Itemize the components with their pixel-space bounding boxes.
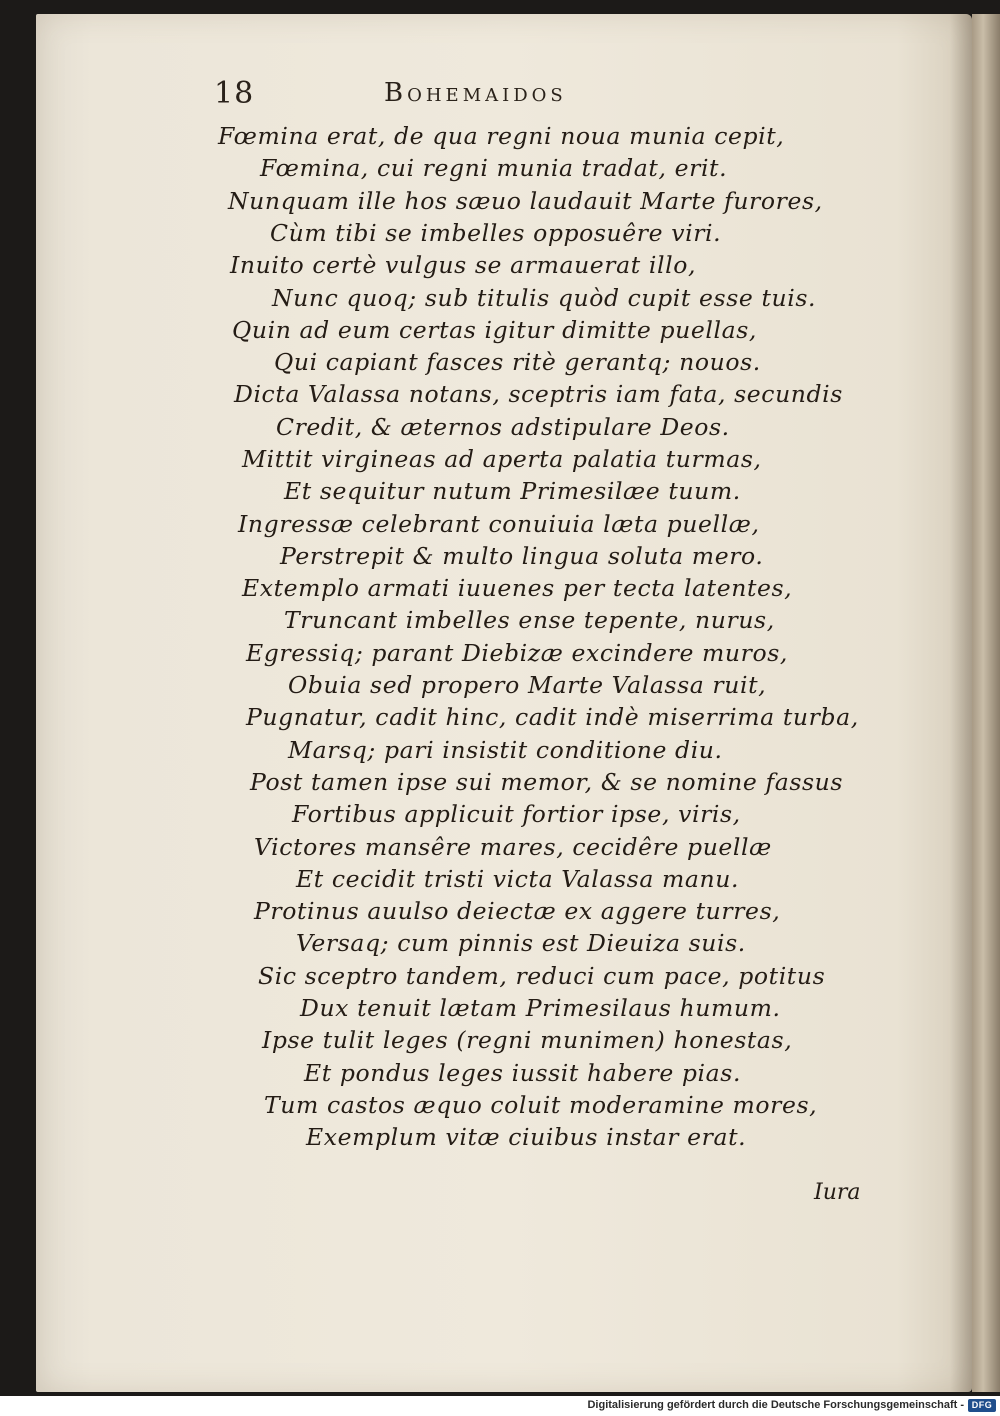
poem-line: Et cecidit tristi victa Valassa manu. xyxy=(296,865,740,893)
funding-note: Digitalisierung gefördert durch die Deutsche Forschungsgemeinschaft - xyxy=(587,1399,964,1411)
poem-line: Victores mansêre mares, cecidêre puellæ xyxy=(254,833,772,861)
poem-line: Et sequitur nutum Primesilæe tuum. xyxy=(284,477,741,505)
poem-line: Cùm tibi se imbelles opposuêre viri. xyxy=(270,219,722,247)
poem-line: Extemplo armati iuuenes per tecta latentes, xyxy=(242,574,793,602)
poem-line: Quin ad eum certas igitur dimitte puellas, xyxy=(232,316,757,344)
poem-line: Fœmina erat, de qua regni noua munia cepit, xyxy=(218,122,785,150)
poem-line: Versaq; cum pinnis est Dieuiza suis. xyxy=(296,929,746,957)
running-title: Bohemaidos xyxy=(384,78,567,108)
poem-line: Pugnatur, cadit hinc, cadit indè miserrima turba, xyxy=(246,703,859,731)
page-header xyxy=(0,76,1000,116)
adjacent-page-edge xyxy=(972,14,1000,1392)
poem-line: Dux tenuit lætam Primesilaus humum. xyxy=(300,994,781,1022)
poem-line: Post tamen ipse sui memor, & se nomine fassus xyxy=(250,768,844,796)
dfg-logo: DFG xyxy=(968,1399,996,1412)
poem-line: Fortibus applicuit fortior ipse, viris, xyxy=(292,800,741,828)
page-number: 18 xyxy=(214,76,255,111)
poem-line: Fœmina, cui regni munia tradat, erit. xyxy=(260,154,728,182)
poem-line: Perstrepit & multo lingua soluta mero. xyxy=(280,542,764,570)
poem-line: Dicta Valassa notans, sceptris iam fata, secundis xyxy=(234,380,843,408)
poem-line: Credit, & æternos adstipulare Deos. xyxy=(276,413,730,441)
poem-line: Marsq; pari insistit conditione diu. xyxy=(288,736,723,764)
poem-line: Ipse tulit leges (regni munimen) honestas, xyxy=(262,1026,793,1054)
poem-line: Nunc quoq; sub titulis quòd cupit esse tuis. xyxy=(272,284,817,312)
poem-line: Nunquam ille hos sæuo laudauit Marte furores, xyxy=(228,187,823,215)
spine-shadow xyxy=(950,14,972,1392)
poem-line: Qui capiant fasces ritè gerantq; nouos. xyxy=(274,348,761,376)
poem-line: Exemplum vitæ ciuibus instar erat. xyxy=(306,1123,747,1151)
poem-line: Ingressæ celebrant conuiuia læta puellæ, xyxy=(238,510,760,538)
poem-line: Protinus auulso deiectæ ex aggere turres, xyxy=(254,897,781,925)
poem-line: Mittit virgineas ad aperta palatia turmas, xyxy=(242,445,762,473)
poem-line: Obuia sed propero Marte Valassa ruit, xyxy=(288,671,767,699)
poem-line: Sic sceptro tandem, reduci cum pace, potitus xyxy=(258,962,826,990)
poem-line: Egressiq; parant Diebizæ excindere muros, xyxy=(246,639,788,667)
poem-line: Tum castos æquo coluit moderamine mores, xyxy=(264,1091,818,1119)
poem-line: Truncant imbelles ense tepente, nurus, xyxy=(284,606,775,634)
poem-line: Et pondus leges iussit habere pias. xyxy=(304,1059,742,1087)
poem-line: Inuito certè vulgus se armauerat illo, xyxy=(230,251,697,279)
footer-bar xyxy=(0,1396,1000,1416)
catchword: Iura xyxy=(814,1180,861,1205)
